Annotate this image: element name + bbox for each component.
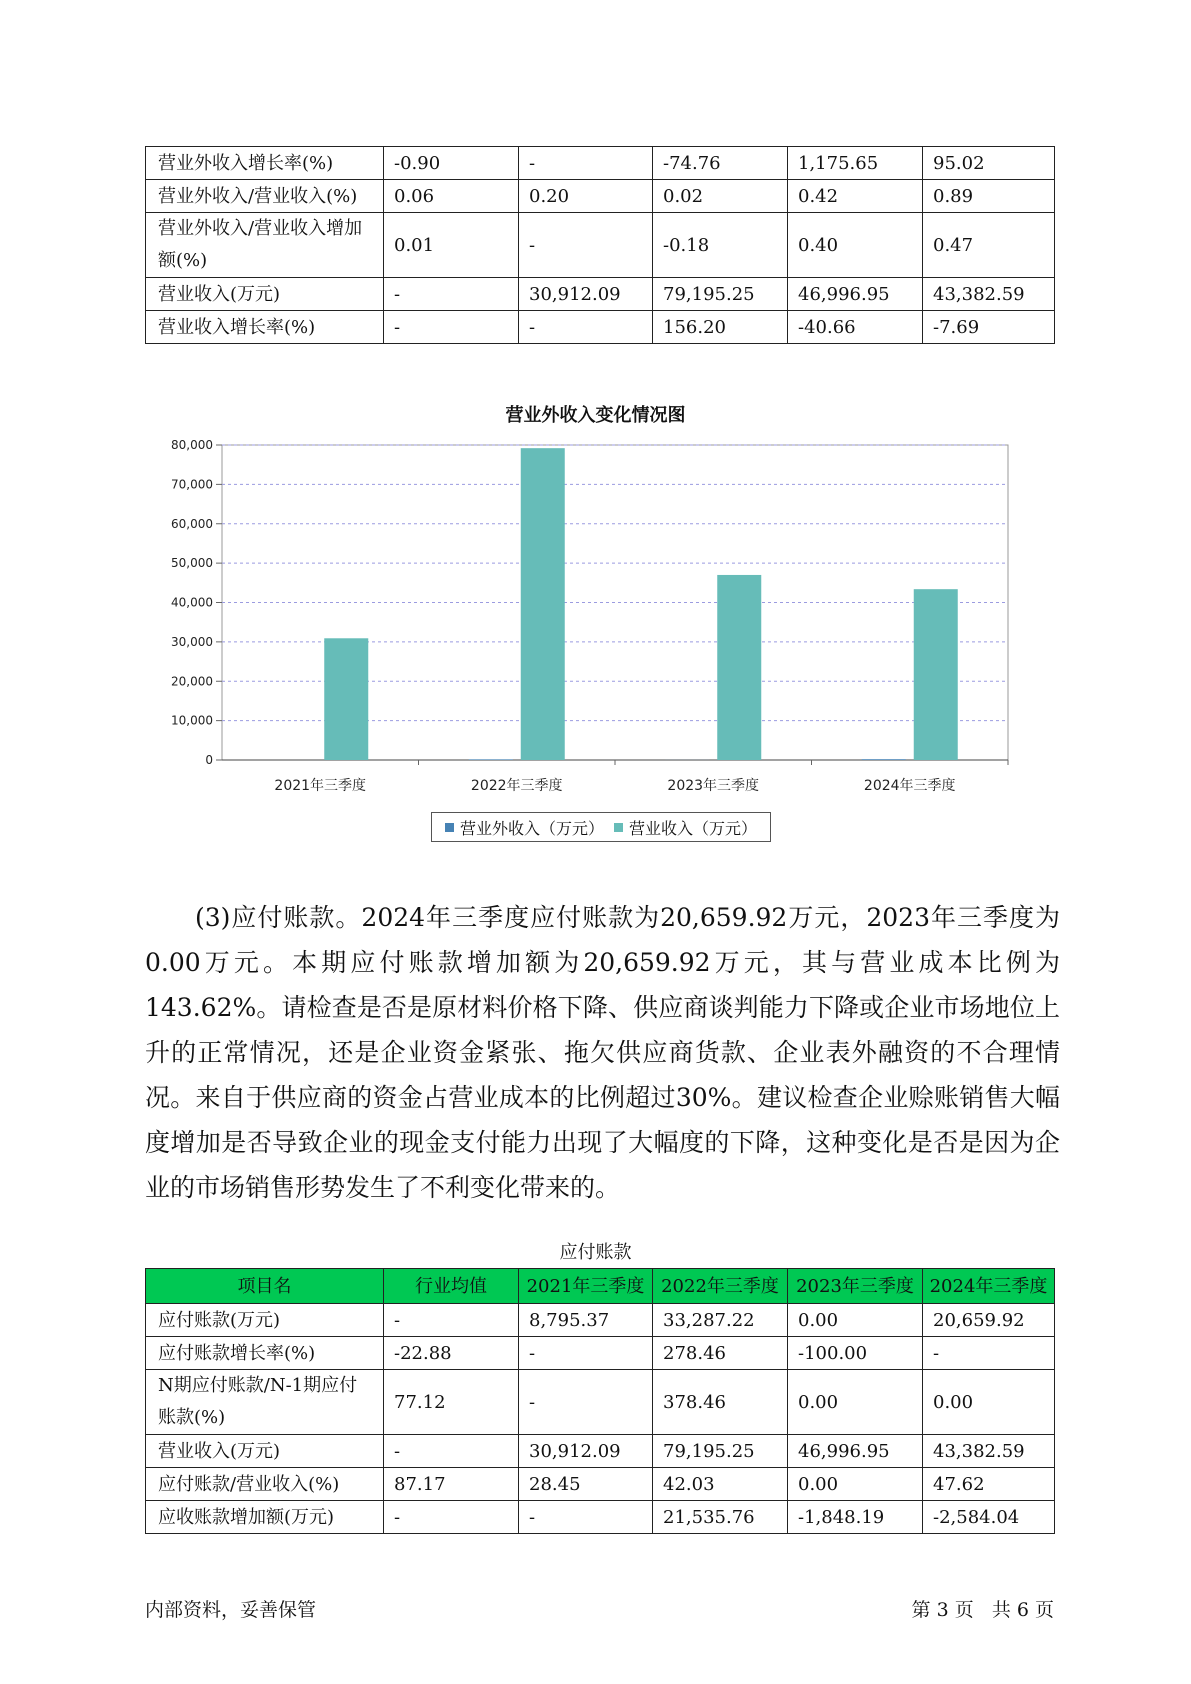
bar-non-operating-income [862, 759, 906, 760]
y-tick-label: 50,000 [171, 556, 213, 571]
table-cell: 79,195.25 [653, 278, 788, 311]
bar-operating-revenue [717, 575, 761, 760]
table-cell: 46,996.95 [788, 278, 923, 311]
payables-table [145, 1268, 1055, 1534]
table-cell: - [384, 1304, 519, 1337]
table-header-row [146, 1269, 1055, 1304]
table-cell: 87.17 [384, 1468, 519, 1501]
bar-operating-revenue [914, 589, 958, 760]
table-cell: 8,795.37 [519, 1304, 653, 1337]
table-cell: - [923, 1337, 1055, 1370]
table-cell: 46,996.95 [788, 1435, 923, 1468]
y-tick-label: 80,000 [171, 438, 213, 452]
y-tick-label: 60,000 [171, 516, 213, 531]
table-cell: 43,382.59 [923, 278, 1055, 311]
x-tick-label: 2023年三季度 [667, 778, 760, 794]
y-tick-label: 30,000 [171, 634, 213, 649]
row-label: 应付账款(万元) [146, 1304, 384, 1337]
footer-page-number: 第 3 页 共 6 页 [911, 1599, 1054, 1621]
table-cell: 0.89 [923, 180, 1055, 213]
table-cell: 0.20 [519, 180, 653, 213]
table-cell: 20,659.92 [923, 1304, 1055, 1337]
row-label: 营业收入增长率(%) [146, 311, 384, 344]
table-cell: -2,584.04 [923, 1501, 1055, 1534]
y-tick-label: 40,000 [171, 595, 213, 610]
row-label: 营业外收入/营业收入增加额(%) [146, 213, 384, 278]
table-cell: 0.00 [923, 1370, 1055, 1435]
table-cell: 21,535.76 [653, 1501, 788, 1534]
table-cell: - [384, 1501, 519, 1534]
legend-swatch [445, 823, 454, 832]
row-label: 营业收入(万元) [146, 278, 384, 311]
table-cell: 1,175.65 [788, 147, 923, 180]
table-cell: 0.00 [788, 1370, 923, 1435]
table-cell: -100.00 [788, 1337, 923, 1370]
table-cell: 0.06 [384, 180, 519, 213]
table-cell: - [519, 1370, 653, 1435]
table-caption: 应付账款 [559, 1242, 632, 1263]
column-header: 2021年三季度 [519, 1269, 653, 1304]
table-cell: 156.20 [653, 311, 788, 344]
legend-item [445, 816, 604, 839]
table-cell: - [384, 1435, 519, 1468]
table-cell: -74.76 [653, 147, 788, 180]
table-cell: 47.62 [923, 1468, 1055, 1501]
y-tick-label: 0 [205, 753, 213, 767]
table-cell: 30,912.09 [519, 278, 653, 311]
legend-item [614, 816, 757, 839]
table-cell: - [384, 311, 519, 344]
chart-legend [431, 812, 771, 842]
bar-operating-revenue [324, 638, 368, 760]
x-tick-label: 2022年三季度 [470, 778, 563, 794]
legend-label: 营业收入（万元） [628, 818, 757, 838]
bar-operating-revenue [521, 448, 565, 760]
y-tick-label: 10,000 [171, 713, 213, 728]
table-cell: -0.90 [384, 147, 519, 180]
table-cell: 42.03 [653, 1468, 788, 1501]
table-cell: -7.69 [923, 311, 1055, 344]
table-cell: 0.47 [923, 213, 1055, 278]
legend-label: 营业外收入（万元） [459, 818, 604, 838]
table-cell: -0.18 [653, 213, 788, 278]
column-header: 2023年三季度 [788, 1269, 923, 1304]
table-row [146, 1468, 1055, 1501]
table-cell: 77.12 [384, 1370, 519, 1435]
x-tick-label: 2024年三季度 [863, 778, 956, 794]
table-cell: 278.46 [653, 1337, 788, 1370]
bar-chart [0, 0, 1191, 800]
row-label: 营业外收入增长率(%) [146, 147, 384, 180]
table-cell: 43,382.59 [923, 1435, 1055, 1468]
table-row [146, 1435, 1055, 1468]
legend-swatch [614, 823, 623, 832]
table-cell: 28.45 [519, 1468, 653, 1501]
x-tick-label: 2021年三季度 [274, 778, 367, 794]
table-cell: 378.46 [653, 1370, 788, 1435]
row-label: 应付账款/营业收入(%) [146, 1468, 384, 1501]
row-label: N期应付账款/N-1期应付账款(%) [146, 1370, 384, 1435]
y-tick-label: 20,000 [171, 674, 213, 689]
bar-non-operating-income [469, 759, 513, 760]
table-cell: -40.66 [788, 311, 923, 344]
table-cell: 0.02 [653, 180, 788, 213]
paragraph: (3)应付账款。2024年三季度应付账款为20,659.92万元，2023年三季度为0.00万元。本期应付账款增加额为20,659.92万元，其与营业成本比例为143.62%。请检查是否是原材料价格下降、供应商谈判能力下降或企业市场地位上升的正常情况，还是企业资金紧张、拖欠供应商货款、企业表外融资的不合理情况。来自于供应商的资金占营业成本的比例超过30%。建议检查企业赊账销售大幅度增加是否导致企业的现金支付能力出现了大幅度的下降，这种变化是否是因为企业的市场销售形势发生了不利变化带来的。 [145, 903, 1060, 1202]
table-cell: -22.88 [384, 1337, 519, 1370]
table-cell: 0.42 [788, 180, 923, 213]
table-cell: 0.00 [788, 1468, 923, 1501]
row-label: 营业外收入/营业收入(%) [146, 180, 384, 213]
table-cell: - [519, 1501, 653, 1534]
footer-confidential: 内部资料，妥善保管 [145, 1599, 317, 1621]
table-cell: 95.02 [923, 147, 1055, 180]
table-cell: - [519, 147, 653, 180]
row-label: 应收账款增加额(万元) [146, 1501, 384, 1534]
row-label: 应付账款增长率(%) [146, 1337, 384, 1370]
table-cell: - [519, 213, 653, 278]
table-cell: 79,195.25 [653, 1435, 788, 1468]
table-cell: 0.00 [788, 1304, 923, 1337]
table-cell: - [519, 1337, 653, 1370]
table-cell: 0.40 [788, 213, 923, 278]
table-cell: 30,912.09 [519, 1435, 653, 1468]
table-cell: 33,287.22 [653, 1304, 788, 1337]
body-text [145, 895, 1060, 1210]
table-cell: -1,848.19 [788, 1501, 923, 1534]
table-row [146, 1337, 1055, 1370]
column-header: 行业均值 [384, 1269, 519, 1304]
table-cell: - [519, 311, 653, 344]
y-tick-label: 70,000 [171, 477, 213, 492]
table-cell: - [384, 278, 519, 311]
row-label: 营业收入(万元) [146, 1435, 384, 1468]
table-row [146, 1370, 1055, 1435]
table-cell: 0.01 [384, 213, 519, 278]
column-header: 项目名 [146, 1269, 384, 1304]
column-header: 2024年三季度 [923, 1269, 1055, 1304]
chart-title: 营业外收入变化情况图 [505, 405, 686, 426]
column-header: 2022年三季度 [653, 1269, 788, 1304]
table-row [146, 1304, 1055, 1337]
table-row [146, 1501, 1055, 1534]
